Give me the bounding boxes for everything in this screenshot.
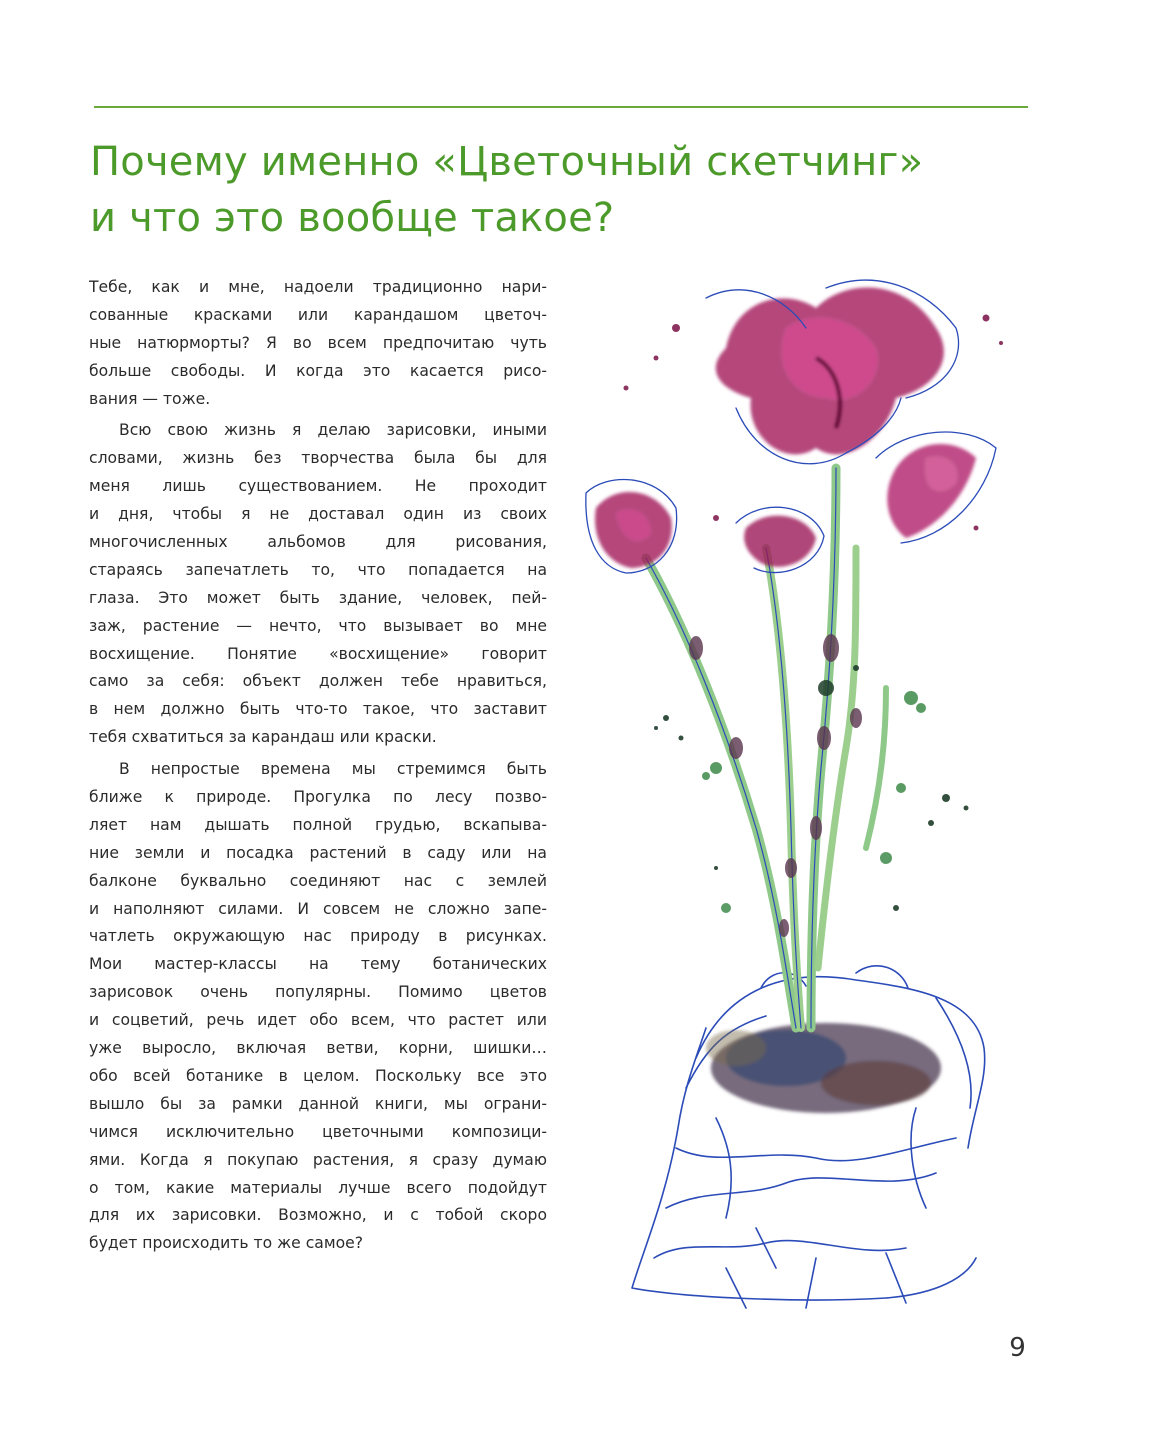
flower-illustration [556,268,1076,1322]
page-title [90,134,1050,246]
title-line-1: Почему именно «Цветочный скетчинг» [90,139,924,185]
text-line: заж, растение — нечто, что вызывает во мне [89,616,547,635]
flower-top [716,288,944,455]
text-line: ями. Когда я покупаю растения, я сразу думаю [89,1150,547,1169]
text-line: сованные красками или карандашом цветоч- [89,305,547,324]
title-line-2: и что это вообще такое? [90,195,615,241]
text-line: многочисленных альбомов для рисования, [89,533,547,552]
text-line: и соцветий, речь идет обо всем, что растет или [89,1011,547,1030]
text-line: ные натюрморты? Я во всем предпочитаю чуть [89,333,547,352]
text-line: само за себя: объект должен тебе нравиться, [89,672,547,691]
text-line: и дня, чтобы я не доставал один из своих [89,505,547,524]
body-text [89,274,547,1258]
text-line: тебя схватиться за карандаш или краски. [89,728,437,747]
text-line: восхищение. Понятие «восхищение» говорит [89,644,547,663]
text-line: уже выросло, включая ветви, корни, шишки… [89,1039,547,1058]
flower-middle [744,516,816,567]
text-line: в нем должно быть что-то такое, что заставит [89,700,547,719]
text-line: глаза. Это может быть здание, человек, пей- [89,588,547,607]
text-line: для их зарисовки. Возможно, и с тобой скоро [89,1206,547,1225]
text-line: чатлеть окружающую нас природу в рисунках. [89,927,547,946]
text-line: чимся исключительно цветочными композици- [89,1122,547,1141]
text-line: будет происходить то же самое? [89,1234,364,1253]
text-line: Всю свою жизнь я делаю зарисовки, иными [119,421,547,440]
flower-left [595,492,672,568]
text-line: и наполняют силами. И совсем не сложно запе- [89,899,547,918]
text-line: ближе к природе. Прогулка по лесу позво- [89,788,547,807]
text-line: обо всей ботанике в целом. Поскольку все это [89,1066,547,1085]
text-line: зарисовок очень популярны. Помимо цветов [89,983,547,1002]
text-line: словами, жизнь без творчества была бы для [89,449,547,468]
text-line: о том, какие материалы лучше всего подойдут [89,1178,547,1197]
text-line: В непростые времена мы стремимся быть [119,760,547,779]
text-line: больше свободы. И когда это касается рисо- [89,361,547,380]
text-line: Мои мастер-классы на тему ботанических [89,955,547,974]
text-line: вышло бы за рамки данной книги, мы ограни- [89,1094,547,1113]
text-line: вания — тоже. [89,389,211,408]
page-number: 9 [1009,1333,1026,1363]
text-line: ляет нам дышать полной грудью, вскапыва- [89,815,547,834]
flower-right [887,444,976,538]
text-line: Тебе, как и мне, надоели традиционно нари- [89,278,547,296]
soil [706,1023,941,1113]
text-line: ние земли и посадка растений в саду или на [89,843,547,862]
text-line: стараясь запечатлеть то, что попадается на [89,560,547,579]
text-line: балконе буквально соединяют нас с землей [89,871,547,890]
text-line: меня лишь существованием. Не проходит [89,477,547,496]
header-rule [94,106,1028,108]
